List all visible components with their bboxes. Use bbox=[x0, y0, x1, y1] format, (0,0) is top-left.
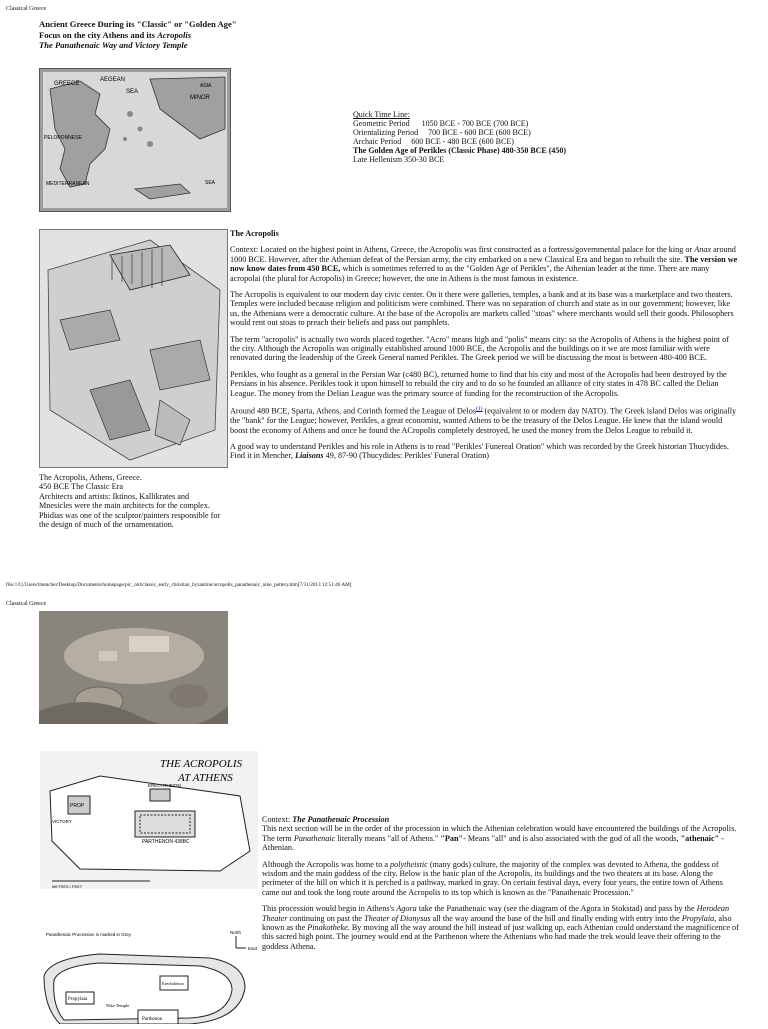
page-header: Classical Greece bbox=[6, 6, 47, 12]
compass-east: East bbox=[248, 946, 258, 951]
quick-timeline: Quick Time Line: Geometric Period 1050 BCE - 700 BCE (700 BCE) Orientalizing Period 700 BCE - 600 BCE (600 BCE) Archaic Period 600 BCE - 480 BCE (600 BCE) The Golden Age of Perikles (Classic Phase) 480-350 BCE (450) Late Hellenism 350-30 BCE bbox=[353, 110, 567, 164]
acropolis-section bbox=[230, 229, 738, 468]
paragraph-term: The term "acropolis" is actually two words placed together. "Acro" means high and "polis" means city: so the Acropolis of Athens is the highest point of the city. Although the Acropolis was originally established around 1000 BCE, the Acropolis and the buildings on it we are most familiar with were renovated during the leadership of the Greek General named Perikles. The Greek period we will be discussing the most is between 480-400 BCE. bbox=[230, 334, 729, 363]
map-label-minor: MINOR bbox=[190, 95, 210, 101]
plan-label-prop: PROP bbox=[70, 803, 85, 809]
acropolis-drawing-image bbox=[39, 229, 228, 468]
map-label-mediterranean: MEDITERRANEAN bbox=[46, 181, 90, 187]
plan-scale: METRES / FEET bbox=[52, 884, 83, 889]
acropolis-plan-image bbox=[40, 751, 258, 889]
plan2-label-propylaia: Propylaia bbox=[68, 997, 88, 1002]
procession-plan-image bbox=[40, 928, 258, 1024]
map-label-aegean: AEGEAN bbox=[100, 77, 126, 83]
paragraph-route: This procession would begin in Athens's Agora take the Panathenaic way (see the diagram of the Agora in Stokstad) and pass by the Herodean Theater continuing on past the Theater of Dionysus all the way around the base of the hill and finally ending with entry into the Propylaia, also known as the Pinakotheke. By moving all the way around the hill instead of just walking up, each Athenian could understand the magnificence of this sacred high point. The journey would end at the Parthenon where the Athenians who had made the trek would leave their offering to the goddess Athena. bbox=[262, 904, 739, 951]
paragraph-procession-order: This next section will be in the order of the procession in which the Athenian celebration would have encountered the buildings of the Acropolis. The term Panathenaic literally means "all of Athens." "Pan"- Means "all" and is also associated with the god of all the woods, "athenaic" - Athenian. bbox=[262, 824, 737, 853]
paragraph-context: Context: Located on the highest point in Athens, Greece, the Acropolis was first constructed as a fortress/governmental palace for the king or Anax around 1000 BCE. However, after the Athenian defeat of the Persian army, the city embarked on a new Classical Era and began to rebuilt the site. The version we now know dates from 450 BCE, which is sometimes referred to as the "Golden Age of Perikles", the Athenian leader at the time. There are many acropolai (the plural for Acropolis) in Greece; however, the one in Athens is the most famous in existence. bbox=[230, 245, 738, 283]
map-label-greece: GREECE bbox=[54, 81, 80, 87]
greece-map-image bbox=[39, 68, 231, 212]
plan2-label-nike-temple: Nike Temple bbox=[106, 1003, 130, 1008]
paragraph-perikles: Perikles, who fought as a general in the Persian War (c480 BC), returned home to find that his city and most of the Acropolis had been destroyed by the Persians in his absence. Perikles took it upon himself to rebuild the city and to do so he founded an alliance of city states in 478 BC called the Delian League. The money from the Delian League was the primary source of funding for the reconstruction of the Acropolis. bbox=[230, 369, 727, 398]
compass-north: North bbox=[230, 930, 242, 935]
paragraph-delos: Around 480 BCE, Sparta, Athens, and Corinth formed the League of Delos$^{(1)}$ (equivalent to or modern day NATO). The Greek island Delos was originally the "bank" for the League; however, Perikles, a great economist, wanted Athens to be the treasury of the Delos League. He knew that the island would boost the economy of Athens and once he found the ACropolis completely destroyed, he used the money from the Delos League to rebuild it. bbox=[230, 406, 737, 435]
plan-label-erechtheion: ERECHTHEION bbox=[148, 783, 181, 788]
map-label-sea-2: SEA bbox=[205, 180, 216, 186]
map-label-asia: ASIA bbox=[200, 83, 212, 89]
map-label-peloponnese: PELOPONNESE bbox=[44, 135, 82, 141]
plan-title-1: THE ACROPOLIS bbox=[160, 758, 242, 770]
plan-label-parthenon: PARTHENON 438BC bbox=[142, 839, 190, 845]
plan-title-2: AT ATHENS bbox=[178, 772, 233, 784]
map-label-sea: SEA bbox=[126, 89, 139, 95]
plan-label-victory: VICTORY bbox=[52, 819, 72, 824]
section-heading: The Acropolis bbox=[230, 229, 279, 238]
acropolis-aerial-photo bbox=[39, 611, 228, 724]
footnote-link[interactable]: (1) bbox=[476, 406, 483, 413]
acropolis-caption: The Acropolis, Athens, Greece. 450 BCE The Classic Era Architects and artists: Iktinos, Kallikrates and Mnesicles were the main architects for the complex. Phidias was one of the sculptor/painters responsible for the design of much of the ornamentation. bbox=[39, 473, 221, 530]
paragraph-athena: Although the Acropolis was home to a polytheistic (many gods) culture, the majority of the complex was devoted to Athena, the goddess of wisdom and the main goddess of the city. Below is the basic plan of the Acropolis, its buildings and the two theaters at its base. Along the perimeter of the hill on which it is perched is a pathway, marked in gray. On certain festival days, every four years, the entire town of Athens came out and took the long route around the Acropolis to its top which is known as the "Panathenaic Procession." bbox=[262, 859, 723, 897]
page-header-2: Classical Greece bbox=[6, 601, 47, 607]
paragraph-oration: A good way to understand Perikles and his role in Athens is to read "Perikles' Funereal Oration" which was recorded by the Greek historian Thucydides. Find it in Mencher, Liaisons 49, 87-90 (Thucydides: Perikles' Funeral Oration) bbox=[230, 442, 729, 461]
panathenaic-section bbox=[262, 815, 740, 958]
file-path-footer: file:///C|/Users/lmencher/Desktop/Documents/homepage/pic_old/classic_early_christian_byzantine/acropolis_panathenaic_nike_pottery.htm[7/31/2013 12:51:46 AM] bbox=[6, 582, 352, 588]
plan2-caption: Panathenaic Procession is marked in Grey bbox=[46, 932, 132, 937]
paragraph-civic-center: The Acropolis is equivalent to our modern day civic center. On it there were galleries, temples, a bank and at its base was a marketplace and two theaters. Temples were included because religion and politicism were combined. There was no separation of church and state as in our government; however, like us, the Athenians were a democratic culture. At the base of the Acropolis are markets called "stoas" where merchants would sell their goods. Philosophers would rent out stoas to preach their beliefs and pass out pamphlets. bbox=[230, 290, 734, 328]
plan2-label-erechtheion: Erechtheion bbox=[162, 981, 184, 986]
page-title: Ancient Greece During its "Classic" or "Golden Age" Focus on the city Athens and its Acropolis The Panathenaic Way and Victory Temple bbox=[39, 19, 237, 50]
section-heading-procession: Context: The Panathenaic Procession bbox=[262, 815, 390, 824]
plan2-label-parthenon: Parthenon bbox=[142, 1017, 163, 1022]
